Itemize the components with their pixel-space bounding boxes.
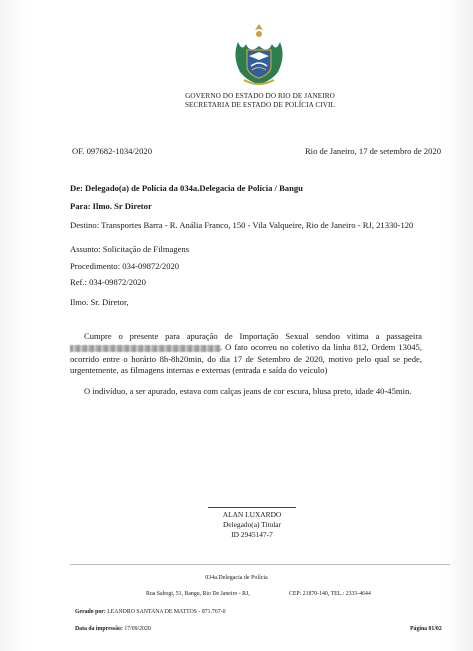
footer-address: Rua Sabogi, 51, Bangu, Rio De Janeiro - RJ, [146,591,250,597]
footer-unit: 034a.Delegacia de Polícia [205,575,268,581]
paragraph-1-end: . O fato ocorreu no coletivo da linha 812, Ordem 13045, ocorrido entre o horário 8h-8h20min, do dia 17 de Setembro de 2020, motivo pelo qual se pede, urgentemente, as filmagens internas e externas (entrada e saída do veículo) [70,342,422,376]
header-line-2: SECRETARIA DE ESTADO DE POLÍCIA CIVIL [184,101,336,109]
generated-label: Gerado por: [75,609,106,615]
generated-value: LEANDRO SANTANA DE MATTOS - 871.767-0 [107,609,226,615]
to-line: Para: Ilmo. Sr Diretor [70,201,152,211]
from-line: De: Delegado(a) de Polícia da 034a.Delegacia de Polícia / Bangu [70,183,303,193]
destination-line: Destino: Transportes Barra - R. Anália Franco, 150 - Vila Valqueire, Rio de Janeiro - RJ, 21330-120 [70,220,414,230]
printed-label: Data da impressão: [75,626,123,632]
subject-line: Assunto: Solicitação de Filmagens [70,244,190,254]
redacted-name [70,345,220,352]
paragraph-2: O indivíduo, a ser apurado, estava com calças jeans de cor escura, blusa preto, idade 40-45min. [84,386,412,396]
footer-divider [70,564,450,565]
paragraph-1-start: Cumpre o presente para apuração de Importação Sexual sendoo vitima a passageira [84,331,422,341]
signer-name: ALAN LUXARDO [222,510,282,519]
procedure-line: Procedimento: 034-09872/2020 [70,261,180,271]
government-header [100,92,420,110]
header-line-1: GOVERNO DO ESTADO DO RIO DE JANEIRO [185,92,335,100]
printed-value: 17/09/2020 [124,626,151,632]
reference-line: Ref.: 034-09872/2020 [70,277,146,287]
letter-date: Rio de Janeiro, 17 de setembro de 2020 [304,146,441,156]
paragraph-1 [70,331,422,376]
signature-block [180,510,324,540]
coat-of-arms-icon [230,22,288,88]
footer-print-date [75,626,151,632]
greeting: Ilmo. Sr. Diretor, [70,297,129,307]
signer-title: Delegado(a) Titular [222,520,282,529]
footer-contact: CEP: 21870-140, TEL.: 2333-4644 [289,591,371,597]
page-number: Página 01/02 [410,626,442,632]
of-number: OF. 097682-1034/2020 [72,146,152,156]
signature-line [208,507,296,508]
footer-generated-by [75,609,225,615]
signer-id: ID 2945147-7 [231,530,273,539]
